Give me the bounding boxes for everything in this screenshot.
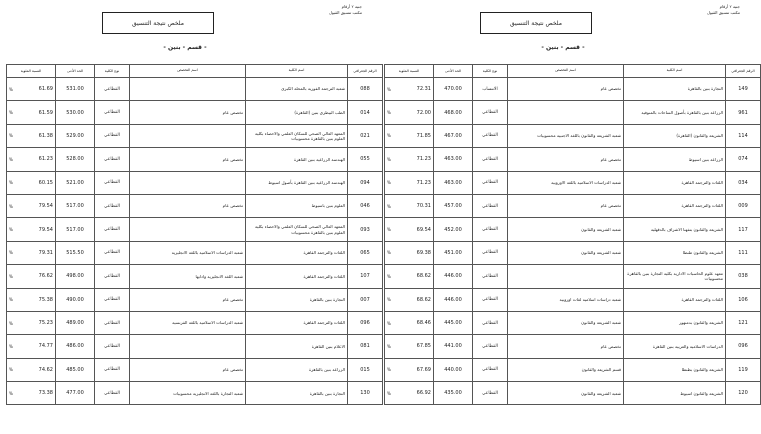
- score-cell: 529.00: [56, 124, 95, 147]
- pct-cell: [7, 148, 56, 171]
- type-cell: القطاعي: [95, 101, 130, 124]
- pct-cell: [385, 335, 434, 358]
- pct-sign: %: [9, 320, 13, 326]
- column-header-faculty: اسم الكلية: [246, 65, 348, 78]
- type-cell: القطاعي: [473, 335, 508, 358]
- pct-cell: [385, 358, 434, 381]
- type-cell: القطاعي: [95, 218, 130, 241]
- score-cell: 470.00: [434, 78, 473, 101]
- type-cell: القطاعي: [95, 124, 130, 147]
- code-cell: 021: [348, 124, 383, 147]
- faculty-cell: التجارة بنين بالقاهرة: [246, 288, 348, 311]
- faculty-cell: الهندسة الزراعية بنين القاهرة بأصول اسيوط: [246, 171, 348, 194]
- specialization-cell: [508, 101, 624, 124]
- type-cell: القطاعي: [473, 218, 508, 241]
- code-cell: 014: [348, 101, 383, 124]
- pct-sign: %: [387, 227, 391, 233]
- code-cell: 096: [348, 311, 383, 334]
- pct-value: 67.69: [416, 366, 431, 373]
- faculty-cell: الزراعة بنين بالقاهرة بأصول الساحات بالمنوفية: [624, 101, 726, 124]
- table-row: [385, 101, 761, 124]
- pct-sign: %: [9, 250, 13, 256]
- score-cell: 440.00: [434, 358, 473, 381]
- column-header-spec: اسم التخصص: [130, 65, 246, 78]
- pct-sign: %: [387, 86, 391, 92]
- faculty-cell: الهندسة الزراعية بنين القاهرة: [246, 148, 348, 171]
- pct-sign: %: [387, 390, 391, 396]
- pct-cell: [7, 218, 56, 241]
- specialization-cell: [130, 78, 246, 101]
- pct-cell: [385, 194, 434, 217]
- code-cell: 038: [726, 265, 761, 288]
- score-cell: 530.00: [56, 101, 95, 124]
- faculty-cell: الشريعة والقانون (القاهرة): [624, 124, 726, 147]
- page-title: [102, 12, 214, 34]
- pct-value: 61.69: [38, 86, 53, 93]
- pct-cell: [7, 265, 56, 288]
- score-cell: 435.00: [434, 382, 473, 405]
- type-cell: القطاعي: [473, 194, 508, 217]
- pct-value: 76.62: [38, 273, 53, 280]
- header-line-2: مكتب تنسيق القبول: [329, 10, 362, 15]
- pct-value: 71.85: [416, 132, 431, 139]
- specialization-cell: [508, 265, 624, 288]
- specialization-cell: شعبة الشريعة والقانون: [508, 311, 624, 334]
- type-cell: القطاعي: [95, 288, 130, 311]
- score-cell: 490.00: [56, 288, 95, 311]
- type-cell: القطاعي: [473, 311, 508, 334]
- pct-sign: %: [9, 86, 13, 92]
- table-row: [385, 124, 761, 147]
- pct-sign: %: [387, 156, 391, 162]
- faculty-cell: الشريعة والقانون اسيوط: [624, 382, 726, 405]
- faculty-cell: الزراعة بنين اسيوط: [624, 148, 726, 171]
- pct-sign: %: [9, 367, 13, 373]
- code-cell: 081: [348, 335, 383, 358]
- pct-value: 75.38: [38, 296, 53, 303]
- pct-cell: [385, 171, 434, 194]
- faculty-cell: التجارة بنين بالقاهرة: [624, 78, 726, 101]
- pct-value: 75.23: [38, 320, 53, 327]
- table-row: [385, 171, 761, 194]
- column-header-code: الرقم الجغرافي: [348, 65, 383, 78]
- faculty-cell: الشريعة والقانون طنطا: [624, 241, 726, 264]
- code-cell: 106: [726, 288, 761, 311]
- specialization-cell: تخصص عام: [508, 194, 624, 217]
- score-cell: 485.00: [56, 358, 95, 381]
- score-cell: 489.00: [56, 311, 95, 334]
- code-cell: 055: [348, 148, 383, 171]
- pct-sign: %: [387, 110, 391, 116]
- pct-sign: %: [9, 390, 13, 396]
- pct-cell: [7, 358, 56, 381]
- faculty-cell: الاعلام بنين القاهرة: [246, 335, 348, 358]
- specialization-cell: تخصص عام: [130, 101, 246, 124]
- specialization-cell: شعبة الدراسات الاسلامية باللغة الاوروبية: [508, 171, 624, 194]
- table-row: [385, 265, 761, 288]
- table-row: [7, 148, 383, 171]
- faculty-cell: الدراسات الاسلامية والعربية بنين القاهرة: [624, 335, 726, 358]
- specialization-cell: شعبة الدراسات الاسلامية باللغة الفرنسية: [130, 311, 246, 334]
- page-title-text: ملخص نتيجة التنسيق: [132, 19, 184, 27]
- pct-cell: [385, 382, 434, 405]
- faculty-cell: المعهد العالي الصحي للسكان العلمي والاحصاء بكلية العلوم بنين بالقاهرة محسوبيات: [246, 124, 348, 147]
- pct-value: 74.77: [38, 343, 53, 350]
- pct-sign: %: [9, 273, 13, 279]
- faculty-cell: الزراعة بنين بالقاهرة: [246, 358, 348, 381]
- faculty-cell: اللغات والترجمة القاهرة: [624, 194, 726, 217]
- faculty-cell: الشريعة والقانون بتفهنا الاشراف بالدقهلية: [624, 218, 726, 241]
- faculty-cell: العلوم بنين باسيوط: [246, 194, 348, 217]
- type-cell: القطاعي: [473, 124, 508, 147]
- score-cell: 467.00: [434, 124, 473, 147]
- type-cell: القطاعي: [95, 311, 130, 334]
- page-subtitle: - قسم - بنين -: [163, 44, 207, 51]
- specialization-cell: شعبة التجارة باللغة الانجليزية محسوبيات: [130, 382, 246, 405]
- score-cell: 531.00: [56, 78, 95, 101]
- pct-value: 69.54: [416, 226, 431, 233]
- pct-cell: [7, 311, 56, 334]
- score-cell: 498.00: [56, 265, 95, 288]
- table-row: [385, 148, 761, 171]
- results-page-left: [0, 0, 377, 434]
- score-cell: 463.00: [434, 148, 473, 171]
- pct-cell: [385, 288, 434, 311]
- pct-cell: [7, 288, 56, 311]
- table-row: [7, 241, 383, 264]
- faculty-cell: الطب البيطري بنين (القاهرة): [246, 101, 348, 124]
- faculty-cell: اللغات والترجمة القاهرة: [246, 241, 348, 264]
- score-cell: 517.00: [56, 218, 95, 241]
- pct-cell: [7, 78, 56, 101]
- score-cell: 517.00: [56, 194, 95, 217]
- table-row: [385, 241, 761, 264]
- pct-cell: [385, 241, 434, 264]
- code-cell: 094: [348, 171, 383, 194]
- faculty-cell: المعهد العالي الصحي للسكان العلمي والاحصاء بكلية العلوم بنين بالقاهرة محسوبيات: [246, 218, 348, 241]
- score-cell: 528.00: [56, 148, 95, 171]
- specialization-cell: قسم الشريعة والقانون: [508, 358, 624, 381]
- pct-cell: [385, 124, 434, 147]
- code-cell: 009: [726, 194, 761, 217]
- code-cell: 034: [726, 171, 761, 194]
- column-header-faculty: اسم الكلية: [624, 65, 726, 78]
- pct-value: 60.15: [38, 179, 53, 186]
- pct-value: 72.00: [416, 109, 431, 116]
- pct-value: 72.31: [416, 86, 431, 93]
- pct-value: 67.85: [416, 343, 431, 350]
- table-row: [7, 382, 383, 405]
- pct-sign: %: [387, 133, 391, 139]
- specialization-cell: تخصص عام: [130, 148, 246, 171]
- table-row: [7, 124, 383, 147]
- pct-sign: %: [387, 320, 391, 326]
- code-cell: 130: [348, 382, 383, 405]
- column-header-type: نوع الكلية: [95, 65, 130, 78]
- score-cell: 451.00: [434, 241, 473, 264]
- table-row: [385, 288, 761, 311]
- table-row: [385, 335, 761, 358]
- code-cell: 149: [726, 78, 761, 101]
- code-cell: 119: [726, 358, 761, 381]
- type-cell: القطاعي: [95, 265, 130, 288]
- code-cell: 120: [726, 382, 761, 405]
- specialization-cell: تخصص عام: [508, 148, 624, 171]
- table-row: [7, 218, 383, 241]
- pct-sign: %: [387, 343, 391, 349]
- page-title-text: ملخص نتيجة التنسيق: [510, 19, 562, 27]
- specialization-cell: تخصص عام: [130, 358, 246, 381]
- code-cell: 114: [726, 124, 761, 147]
- type-cell: القطاعي: [95, 148, 130, 171]
- score-cell: 477.00: [56, 382, 95, 405]
- page-title: [480, 12, 592, 34]
- pct-cell: [385, 265, 434, 288]
- faculty-cell: اللغات والترجمة القاهرة: [246, 311, 348, 334]
- column-header-pct: النسبة المئوية: [7, 65, 56, 78]
- pct-sign: %: [387, 250, 391, 256]
- pct-sign: %: [9, 110, 13, 116]
- pct-cell: [7, 171, 56, 194]
- pct-cell: [7, 101, 56, 124]
- pct-sign: %: [9, 180, 13, 186]
- table-row: [7, 311, 383, 334]
- column-header-type: نوع الكلية: [473, 65, 508, 78]
- type-cell: القطاعي: [95, 335, 130, 358]
- type-cell: القطاعي: [473, 382, 508, 405]
- type-cell: القطاعي: [95, 241, 130, 264]
- type-cell: القطاعي: [473, 265, 508, 288]
- score-cell: 521.00: [56, 171, 95, 194]
- specialization-cell: [130, 124, 246, 147]
- faculty-cell: اللغات والترجمة القاهرة: [624, 171, 726, 194]
- table-row: [7, 358, 383, 381]
- table-row: [7, 288, 383, 311]
- faculty-cell: التجارة بنين بالقاهرة: [246, 382, 348, 405]
- table-row: [385, 78, 761, 101]
- pct-sign: %: [9, 133, 13, 139]
- code-cell: 046: [348, 194, 383, 217]
- table-row: [7, 335, 383, 358]
- pct-sign: %: [387, 273, 391, 279]
- specialization-cell: شعبة الشريعة والقانون: [508, 218, 624, 241]
- pct-cell: [7, 124, 56, 147]
- code-cell: 961: [726, 101, 761, 124]
- specialization-cell: تخصص عام: [130, 288, 246, 311]
- score-cell: 468.00: [434, 101, 473, 124]
- pct-sign: %: [387, 367, 391, 373]
- table-row: [7, 78, 383, 101]
- pct-value: 68.62: [416, 273, 431, 280]
- table-row: [385, 218, 761, 241]
- pct-value: 66.92: [416, 390, 431, 397]
- specialization-cell: تخصص عام: [130, 194, 246, 217]
- pct-value: 71.23: [416, 156, 431, 163]
- specialization-cell: تخصص عام: [508, 335, 624, 358]
- page-subtitle: - قسم - بنين -: [541, 44, 585, 51]
- column-header-spec: اسم التخصص: [508, 65, 624, 78]
- pct-value: 70.31: [416, 203, 431, 210]
- code-cell: 007: [348, 288, 383, 311]
- specialization-cell: [130, 335, 246, 358]
- specialization-cell: شعبة الشريعة والقانون باللغة الاجنبية محسوبيات: [508, 124, 624, 147]
- column-header-code: الرقم الجغرافي: [726, 65, 761, 78]
- pct-cell: [7, 241, 56, 264]
- column-header-score: الحد الأدنى: [56, 65, 95, 78]
- type-cell: القطاعي: [95, 358, 130, 381]
- score-cell: 457.00: [434, 194, 473, 217]
- pct-cell: [385, 311, 434, 334]
- score-cell: 452.00: [434, 218, 473, 241]
- score-cell: 441.00: [434, 335, 473, 358]
- type-cell: القطاعي: [473, 148, 508, 171]
- pct-cell: [385, 218, 434, 241]
- pct-value: 79.31: [38, 249, 53, 256]
- pct-value: 73.38: [38, 390, 53, 397]
- pct-sign: %: [387, 297, 391, 303]
- faculty-cell: الشريعة والقانون بدمنهور: [624, 311, 726, 334]
- pct-value: 61.59: [38, 109, 53, 116]
- score-cell: 446.00: [434, 265, 473, 288]
- results-page-right: [378, 0, 755, 434]
- faculty-cell: الشريعة والقانون بطنطا: [624, 358, 726, 381]
- pct-sign: %: [9, 203, 13, 209]
- code-cell: 111: [726, 241, 761, 264]
- specialization-cell: تخصص عام: [508, 78, 624, 101]
- type-cell: القطاعي: [95, 171, 130, 194]
- type-cell: الانتساب: [473, 78, 508, 101]
- type-cell: القطاعي: [473, 358, 508, 381]
- type-cell: القطاعي: [473, 241, 508, 264]
- table-row: [7, 171, 383, 194]
- pct-sign: %: [387, 203, 391, 209]
- faculty-cell: اللغات والترجمة القاهرة: [246, 265, 348, 288]
- type-cell: القطاعي: [473, 288, 508, 311]
- code-cell: 065: [348, 241, 383, 264]
- score-cell: 463.00: [434, 171, 473, 194]
- pct-value: 79.54: [38, 203, 53, 210]
- table-header-row: [385, 65, 761, 78]
- header-line-1: جنيه ٢ أرقام: [719, 4, 740, 9]
- table-row: [385, 358, 761, 381]
- pct-sign: %: [387, 180, 391, 186]
- pct-value: 68.46: [416, 320, 431, 327]
- type-cell: القطاعي: [473, 171, 508, 194]
- specialization-cell: [130, 218, 246, 241]
- score-cell: 446.00: [434, 288, 473, 311]
- type-cell: القطاعي: [95, 382, 130, 405]
- header-line-1: جنيه ٢ أرقام: [341, 4, 362, 9]
- table-row: [385, 382, 761, 405]
- pct-sign: %: [9, 297, 13, 303]
- code-cell: 015: [348, 358, 383, 381]
- faculty-cell: معهد علوم الحاسبات الادارية بكلية التجارة بنين بالقاهرة محسوبيات: [624, 265, 726, 288]
- pct-value: 61.23: [38, 156, 53, 163]
- pct-cell: [385, 78, 434, 101]
- pct-sign: %: [9, 227, 13, 233]
- code-cell: 096: [726, 335, 761, 358]
- specialization-cell: شعبة الدراسات الاسلامية باللغة الانجليزية: [130, 241, 246, 264]
- type-cell: القطاعي: [95, 194, 130, 217]
- score-cell: 486.00: [56, 335, 95, 358]
- type-cell: القطاعي: [473, 101, 508, 124]
- code-cell: 074: [726, 148, 761, 171]
- specialization-cell: شعبة الشريعة والقانون: [508, 382, 624, 405]
- pct-cell: [7, 335, 56, 358]
- pct-value: 71.23: [416, 179, 431, 186]
- pct-sign: %: [9, 156, 13, 162]
- pct-value: 74.62: [38, 366, 53, 373]
- pct-value: 68.62: [416, 296, 431, 303]
- pct-cell: [385, 101, 434, 124]
- score-cell: 445.00: [434, 311, 473, 334]
- column-header-pct: النسبة المئوية: [385, 65, 434, 78]
- pct-cell: [7, 382, 56, 405]
- table-row: [7, 194, 383, 217]
- code-cell: 121: [726, 311, 761, 334]
- specialization-cell: شعبة الشريعة والقانون: [508, 241, 624, 264]
- specialization-cell: شعبة دراسات اسلامية لغات اوروبية: [508, 288, 624, 311]
- table-row: [7, 101, 383, 124]
- column-header-score: الحد الأدنى: [434, 65, 473, 78]
- table-row: [385, 194, 761, 217]
- type-cell: القطاعي: [95, 78, 130, 101]
- table-header-row: [7, 65, 383, 78]
- pct-cell: [385, 148, 434, 171]
- results-table: [384, 64, 761, 405]
- pct-value: 69.38: [416, 249, 431, 256]
- code-cell: 107: [348, 265, 383, 288]
- code-cell: 088: [348, 78, 383, 101]
- results-table: [6, 64, 383, 405]
- table-row: [7, 265, 383, 288]
- faculty-cell: اللغات والترجمة القاهرة: [624, 288, 726, 311]
- specialization-cell: [130, 171, 246, 194]
- pct-value: 61.38: [38, 132, 53, 139]
- pct-cell: [7, 194, 56, 217]
- pct-value: 79.54: [38, 226, 53, 233]
- code-cell: 093: [348, 218, 383, 241]
- header-line-2: مكتب تنسيق القبول: [707, 10, 740, 15]
- faculty-cell: شعبة الترجمة الفورية بالمحلة الكبرى: [246, 78, 348, 101]
- pct-sign: %: [9, 343, 13, 349]
- table-row: [385, 311, 761, 334]
- code-cell: 117: [726, 218, 761, 241]
- specialization-cell: شعبة اللغة الانجليزية وادابها: [130, 265, 246, 288]
- score-cell: 515.50: [56, 241, 95, 264]
